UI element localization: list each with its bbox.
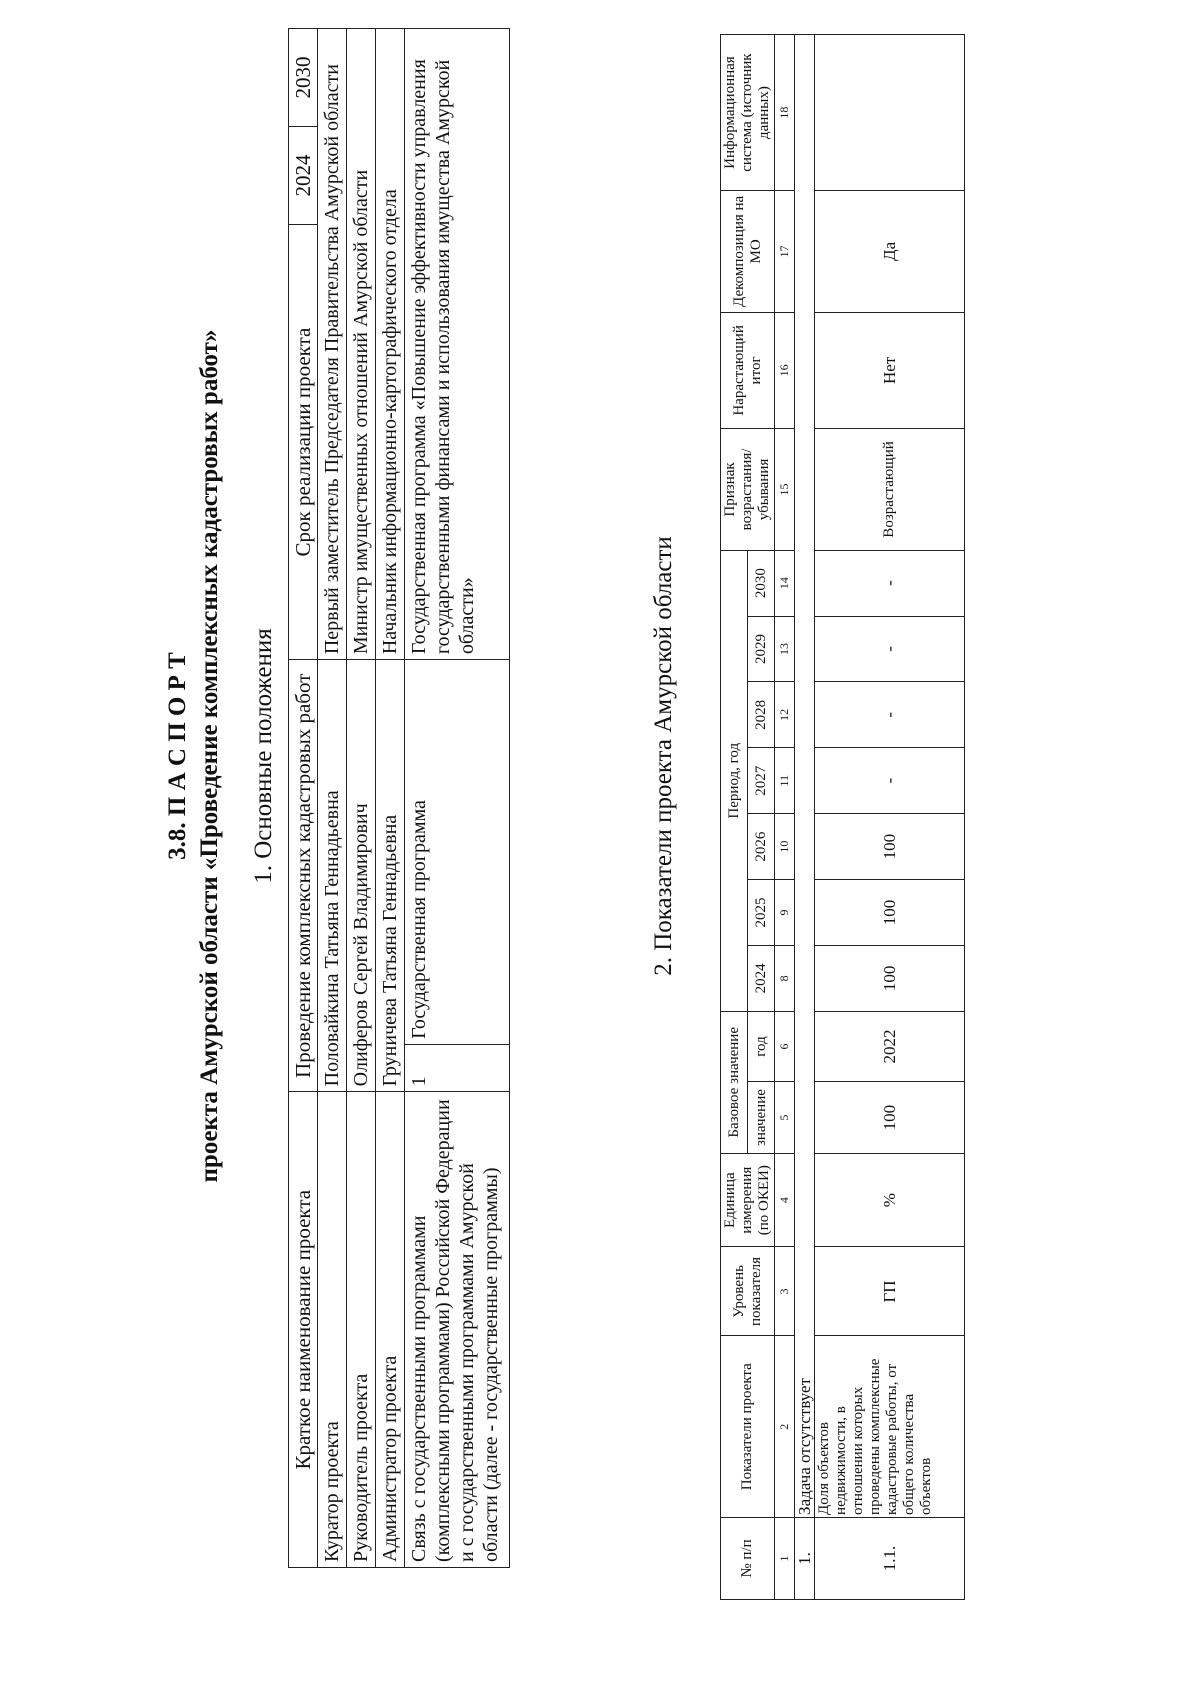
section-2-title: 2. Показатели проекта Амурской области <box>650 536 677 976</box>
col-number: 15 <box>775 429 795 550</box>
section-1-title: 1. Основные положения <box>250 628 277 884</box>
table-row <box>318 29 347 1568</box>
col-number: 1 <box>775 1517 795 1599</box>
col-level: Уровень показателя <box>721 1247 775 1336</box>
col-info-system: Информационная система (источник данных) <box>721 35 775 191</box>
col-number: 8 <box>775 945 795 1011</box>
row-base-year: 2022 <box>815 1011 965 1082</box>
curator-position: Первый заместитель Председателя Правительства Амурской области <box>318 29 347 660</box>
link-type: Государственная программа <box>405 660 510 1045</box>
short-name-value: Проведение комплексных кадастровых работ <box>289 660 318 1092</box>
year-end: 2030 <box>289 29 318 127</box>
table-row <box>721 35 748 1600</box>
row-unit: % <box>815 1153 965 1247</box>
row-value-2028: - <box>815 682 965 748</box>
col-cumulative: Нарастающий итог <box>721 312 775 429</box>
head-position: Министр имущественных отношений Амурской области <box>347 29 376 660</box>
row-sign: Возрастающий <box>815 429 965 550</box>
col-sign: Признак возрастания/ убывания <box>721 429 775 550</box>
document-title <box>162 56 226 1456</box>
table-row <box>289 29 318 1568</box>
row-decomposition: Да <box>815 191 965 312</box>
row-cumulative: Нет <box>815 312 965 429</box>
curator-person: Половайкина Татьяна Геннадьевна <box>318 660 347 1092</box>
col-year-2026: 2026 <box>748 814 775 880</box>
task-text: Задача отсутствует <box>795 35 815 1518</box>
main-provisions-table <box>288 28 510 1568</box>
title-line-2: проекта Амурской области «Проведение комплексных кадастровых работ» <box>196 329 223 1183</box>
year-start: 2024 <box>289 126 318 224</box>
col-year-2028: 2028 <box>748 682 775 748</box>
col-number: 5 <box>775 1082 795 1154</box>
table-row <box>347 29 376 1568</box>
col-base: Базовое значение <box>721 1011 748 1153</box>
admin-label: Администратор проекта <box>376 1092 405 1568</box>
col-number: 13 <box>775 616 795 682</box>
col-year-2025: 2025 <box>748 880 775 946</box>
col-number: 11 <box>775 748 795 814</box>
title-line-1: 3.8. П А С П О Р Т <box>164 652 191 860</box>
table-row <box>376 29 405 1568</box>
col-base-year: год <box>748 1011 775 1082</box>
col-number: 6 <box>775 1011 795 1082</box>
row-value-2030: - <box>815 550 965 616</box>
head-label: Руководитель проекта <box>347 1092 376 1568</box>
col-decomposition: Декомпозиция на МО <box>721 191 775 312</box>
col-number: 18 <box>775 35 795 191</box>
table-row <box>795 35 815 1600</box>
curator-label: Куратор проекта <box>318 1092 347 1568</box>
row-indicator-name: Доля объектов недвижимости, в отношении которых проведены комплексные кадастровые работы, от общего количества объектов <box>815 1336 965 1517</box>
col-year-2027: 2027 <box>748 748 775 814</box>
row-value-2026: 100 <box>815 814 965 880</box>
col-base-value: значение <box>748 1082 775 1154</box>
row-value-2029: - <box>815 616 965 682</box>
link-num: 1 <box>405 1044 510 1091</box>
term-label: Срок реализации проекта <box>289 224 318 659</box>
col-unit: Единица измерения (по ОКЕИ) <box>721 1153 775 1247</box>
col-number: 2 <box>775 1336 795 1517</box>
admin-position: Начальник информационно-картографического отдела <box>376 29 405 660</box>
admin-person: Груничева Татьяна Геннадьевна <box>376 660 405 1092</box>
col-num: № п/п <box>721 1517 775 1599</box>
link-label: Связь с государственными программами (комплексными программами) Российской Федерации и с государственными программами Амурской области (далее - государственные программы) <box>405 1092 510 1568</box>
col-number: 14 <box>775 550 795 616</box>
col-number: 17 <box>775 191 795 312</box>
col-number: 4 <box>775 1153 795 1247</box>
short-name-label: Краткое наименование проекта <box>289 1092 318 1568</box>
col-period: Период, год <box>721 550 748 1011</box>
row-value-2027: - <box>815 748 965 814</box>
col-number: 9 <box>775 880 795 946</box>
table-row <box>775 35 795 1600</box>
head-person: Олиферов Сергей Владимирович <box>347 660 376 1092</box>
row-level: ГП <box>815 1247 965 1336</box>
col-year-2029: 2029 <box>748 616 775 682</box>
row-num: 1.1. <box>815 1517 965 1599</box>
col-number: 3 <box>775 1247 795 1336</box>
col-number: 10 <box>775 814 795 880</box>
row-base-value: 100 <box>815 1082 965 1154</box>
table-row <box>405 29 510 1568</box>
row-info-system <box>815 35 965 191</box>
row-value-2025: 100 <box>815 880 965 946</box>
col-number: 12 <box>775 682 795 748</box>
col-year-2024: 2024 <box>748 945 775 1011</box>
table-row <box>815 35 965 1600</box>
col-year-2030: 2030 <box>748 550 775 616</box>
task-num: 1. <box>795 1517 815 1599</box>
row-value-2024: 100 <box>815 945 965 1011</box>
col-indicators: Показатели проекта <box>721 1336 775 1517</box>
link-program: Государственная программа «Повышение эффективности управления государственными финансами и использования имущества Амурской области» <box>405 29 510 660</box>
col-number: 16 <box>775 312 795 429</box>
indicators-table <box>720 34 965 1600</box>
